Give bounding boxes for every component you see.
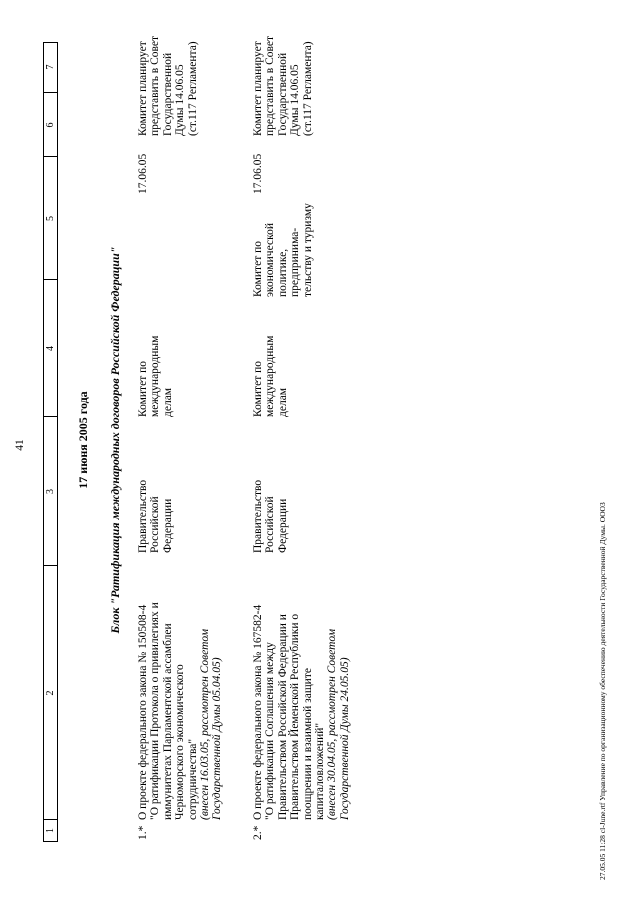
page-number: 41 bbox=[14, 439, 26, 451]
column-header-3: 3 bbox=[45, 489, 56, 494]
row-co-committee: Комитет по экономической политике, предпринима- тельству и туризму bbox=[252, 203, 314, 297]
row-number: 1.* bbox=[137, 825, 149, 840]
column-header-7: 7 bbox=[45, 64, 56, 70]
row-committee: Комитет по международным делам bbox=[137, 335, 174, 417]
row-number: 2.* bbox=[252, 825, 264, 840]
column-header-table bbox=[43, 42, 58, 842]
row-subject: О проекте федерального закона № 167582-4 "О ратификации Соглашения между Правительством Российской Федерации и Правительством Йеменской Республики о поощрении и взаимной защите капиталовложений" (внесен 30.04.05, рассмотрен Советом Государственной Думы 24.05.05) bbox=[252, 604, 351, 820]
column-header-1: 1 bbox=[45, 828, 56, 833]
row-committee: Комитет по международным делам bbox=[252, 335, 289, 417]
column-header-4: 4 bbox=[45, 346, 56, 351]
row-subject: О проекте федерального закона № 150508-4 "О ратификации Протокола о привилегиях и иммунитетах Парламентской ассамблеи Черноморского экономического сотрудничества" (внесен 16.03.05, рассмотрен Советом Государственной Думы 05.04.05) bbox=[137, 602, 224, 820]
date-heading: 17 июня 2005 года bbox=[76, 391, 90, 489]
row-initiator: Правительство Российской Федерации bbox=[137, 479, 174, 553]
row-remark: Комитет планирует представить в Совет Государственной Думы 14.06.05 (ст.117 Регламента) bbox=[252, 35, 314, 136]
column-header-5: 5 bbox=[45, 216, 56, 221]
footer-note: 27.05.05 11:28 cl-June.rtf Управление по организационному обеспечению деятельности Государственной Думы. ООО3 bbox=[598, 502, 607, 880]
column-header-6: 6 bbox=[45, 122, 56, 128]
row-initiator: Правительство Российской Федерации bbox=[252, 479, 289, 553]
block-heading: Блок "Ратификация международных договоров Российской Федерации" bbox=[108, 246, 122, 634]
column-header-2: 2 bbox=[45, 690, 56, 696]
row-date: 17.06.05 bbox=[252, 153, 264, 194]
row-date: 17.06.05 bbox=[137, 153, 149, 194]
row-remark: Комитет планирует представить в Совет Государственной Думы 14.06.05 (ст.117 Регламента) bbox=[137, 35, 199, 136]
